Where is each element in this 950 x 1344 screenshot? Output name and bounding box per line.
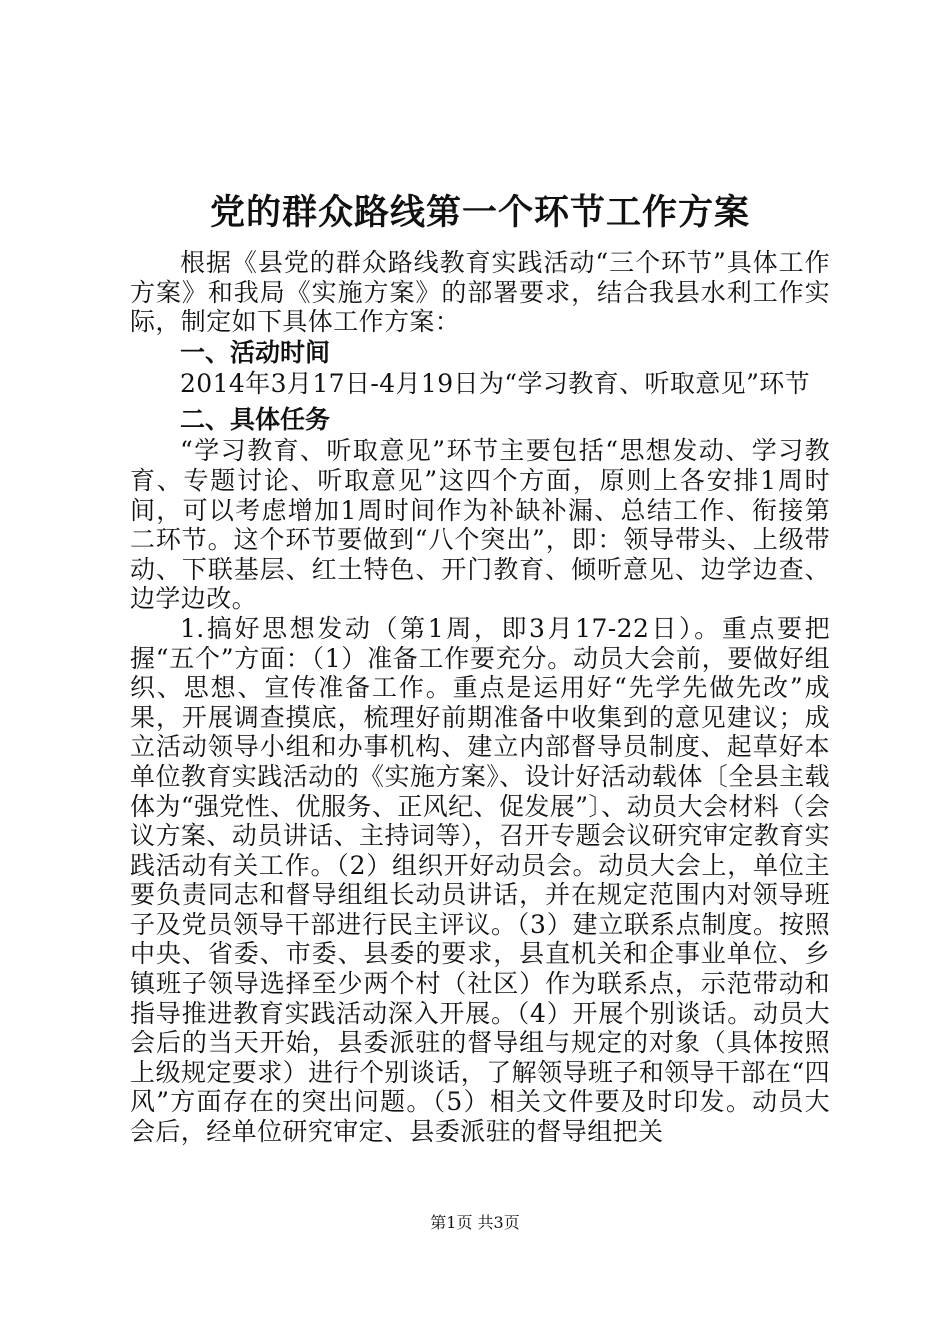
section-heading-tasks: 二、具体任务 (180, 405, 331, 435)
section-heading-time: 一、活动时间 (180, 337, 331, 367)
page-number-footer: 第1页 共3页 (430, 1213, 520, 1232)
intro-paragraph: 根据《县党的群众路线教育实践活动“三个环节”具体工作方案》和我局《实施方案》的部署要求，结合我县水利工作实际，制定如下具体工作方案： (130, 248, 830, 337)
section-time-paragraph: 2014年3月17日-4月19日为“学习教育、听取意见”环节 (180, 368, 811, 398)
section-tasks-paragraph: “学习教育、听取意见”环节主要包括“思想发动、学习教育、专题讨论、听取意见”这四个方面，原则上各安排1周时间，可以考虑增加1周时间作为补缺补漏、总结工作、衔接第二环节。这个环节要做到“八个突出”，即：领导带头、上级带动、下联基层、红土特色、开门教育、倾听意见、边学边查、边学边改。 (130, 436, 830, 614)
item-1-paragraph: 1.搞好思想发动（第1周，即3月17-22日）。重点要把握“五个”方面：（1）准备工作要充分。动员大会前，要做好组织、思想、宣传准备工作。重点是运用好“先学先做先改”成果，开展调查摸底，梳理好前期准备中收集到的意见建议；成立活动领导小组和办事机构、建立内部督导员制度、起草好本单位教育实践活动的《实施方案》、设计好活动载体〔全县主载体为“强党性、优服务、正风纪、促发展”〕、动员大会材料（会议方案、动员讲话、主持词等），召开专题会议研究审定教育实践活动有关工作。（2）组织开好动员会。动员大会上，单位主要负责同志和督导组组长动员讲话，并在规定范围内对领导班子及党员领导干部进行民主评议。（3）建立联系点制度。按照中央、省委、市委、县委的要求，县直机关和企事业单位、乡镇班子领导选择至少两个村（社区）作为联系点，示范带动和指导推进教育实践活动深入开展。（4）开展个别谈话。动员大会后的当天开始，县委派驻的督导组与规定的对象（具体按照上级规定要求）进行个别谈话，了解领导班子和领导干部在“四风”方面存在的突出问题。（5）相关文件要及时印发。动员大会后，经单位研究审定、县委派驻的督导组把关 (130, 613, 830, 1147)
document-title: 党的群众路线第一个环节工作方案 (209, 193, 750, 233)
